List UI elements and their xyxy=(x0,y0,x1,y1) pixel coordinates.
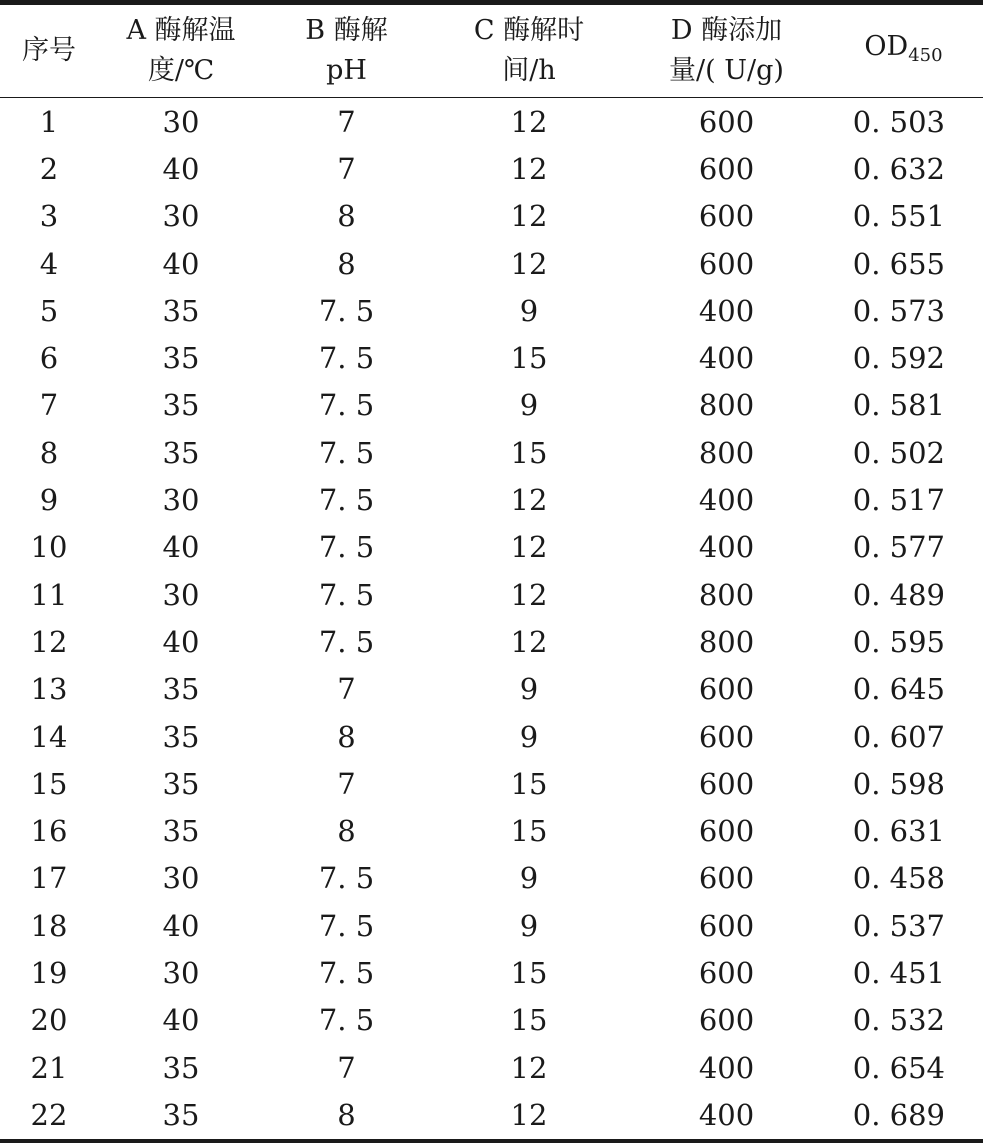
cell-od450: 0. 537 xyxy=(852,908,945,943)
table-row xyxy=(0,949,983,996)
cell-temperature: 40 xyxy=(162,151,200,186)
cell-ph: 7. 5 xyxy=(318,530,375,565)
cell-seq: 1 xyxy=(39,104,59,139)
cell-enzyme-dose: 800 xyxy=(698,435,755,470)
cell-ph: 8 xyxy=(337,1097,356,1132)
cell-enzyme-dose: 600 xyxy=(698,719,755,754)
cell-time: 12 xyxy=(510,530,548,565)
table-row xyxy=(0,902,983,949)
cell-seq: 11 xyxy=(30,577,68,612)
cell-time: 15 xyxy=(510,766,548,801)
cell-ph: 8 xyxy=(337,719,356,754)
table-row xyxy=(0,713,983,760)
cell-time: 15 xyxy=(510,435,548,470)
cell-ph: 7. 5 xyxy=(318,435,375,470)
cell-enzyme-dose: 400 xyxy=(698,483,755,518)
header-b-ph xyxy=(264,3,429,98)
header-od-main: OD xyxy=(864,30,909,62)
table-row xyxy=(0,524,983,571)
cell-time: 12 xyxy=(510,199,548,234)
cell-temperature: 30 xyxy=(162,483,200,518)
cell-temperature: 35 xyxy=(162,672,200,707)
cell-temperature: 35 xyxy=(162,388,200,423)
cell-enzyme-dose: 600 xyxy=(698,955,755,990)
cell-ph: 8 xyxy=(337,199,356,234)
header-d-line2: 量/( U/g) xyxy=(669,55,784,86)
cell-temperature: 30 xyxy=(162,104,200,139)
cell-enzyme-dose: 800 xyxy=(698,388,755,423)
cell-seq: 4 xyxy=(39,246,59,281)
cell-ph: 7. 5 xyxy=(318,388,375,423)
cell-temperature: 35 xyxy=(162,766,200,801)
cell-temperature: 40 xyxy=(162,246,200,281)
table-header xyxy=(0,3,983,98)
cell-seq: 6 xyxy=(39,341,59,376)
cell-time: 9 xyxy=(519,719,539,754)
cell-od450: 0. 592 xyxy=(852,341,945,376)
table-row xyxy=(0,429,983,476)
cell-od450: 0. 551 xyxy=(852,199,945,234)
cell-time: 15 xyxy=(510,814,548,849)
cell-temperature: 35 xyxy=(162,719,200,754)
cell-ph: 7. 5 xyxy=(318,341,375,376)
table-row xyxy=(0,855,983,902)
cell-seq: 22 xyxy=(30,1097,68,1132)
table-row xyxy=(0,382,983,429)
table-row xyxy=(0,98,983,146)
header-seq xyxy=(0,3,98,98)
table-row xyxy=(0,145,983,192)
cell-enzyme-dose: 400 xyxy=(698,1097,755,1132)
header-row xyxy=(0,3,983,98)
header-b-line2: pH xyxy=(326,55,367,86)
header-d-line1: D 酶添加 xyxy=(670,15,783,46)
cell-od450: 0. 489 xyxy=(852,577,945,612)
cell-od450: 0. 577 xyxy=(852,530,945,565)
cell-seq: 13 xyxy=(30,672,68,707)
cell-seq: 2 xyxy=(39,151,59,186)
cell-ph: 7. 5 xyxy=(318,861,375,896)
cell-time: 12 xyxy=(510,104,548,139)
cell-time: 9 xyxy=(519,388,539,423)
cell-ph: 7. 5 xyxy=(318,908,375,943)
cell-ph: 7. 5 xyxy=(318,624,375,659)
cell-time: 12 xyxy=(510,577,548,612)
cell-od450: 0. 451 xyxy=(852,955,945,990)
cell-time: 15 xyxy=(510,955,548,990)
cell-temperature: 30 xyxy=(162,199,200,234)
cell-temperature: 30 xyxy=(162,577,200,612)
table-row xyxy=(0,287,983,334)
cell-enzyme-dose: 600 xyxy=(698,908,755,943)
header-a-line2: 度/℃ xyxy=(147,55,215,86)
cell-temperature: 35 xyxy=(162,1050,200,1085)
table-row xyxy=(0,760,983,807)
cell-time: 15 xyxy=(510,1003,548,1038)
cell-time: 9 xyxy=(519,908,539,943)
cell-time: 12 xyxy=(510,483,548,518)
header-d-enzyme-dose xyxy=(629,3,824,98)
header-seq-label: 序号 xyxy=(22,35,76,66)
cell-ph: 7 xyxy=(337,672,356,707)
table-row xyxy=(0,334,983,381)
cell-od450: 0. 573 xyxy=(852,293,945,328)
table-row xyxy=(0,193,983,240)
cell-ph: 7. 5 xyxy=(318,577,375,612)
cell-od450: 0. 655 xyxy=(852,246,945,281)
cell-seq: 8 xyxy=(39,435,59,470)
cell-od450: 0. 517 xyxy=(852,483,945,518)
cell-time: 9 xyxy=(519,293,539,328)
cell-seq: 12 xyxy=(30,624,68,659)
cell-seq: 5 xyxy=(39,293,59,328)
cell-ph: 7. 5 xyxy=(318,293,375,328)
cell-enzyme-dose: 600 xyxy=(698,814,755,849)
table-row xyxy=(0,618,983,665)
cell-ph: 8 xyxy=(337,814,356,849)
cell-enzyme-dose: 600 xyxy=(698,104,755,139)
cell-seq: 10 xyxy=(30,530,68,565)
cell-od450: 0. 632 xyxy=(852,151,945,186)
cell-temperature: 40 xyxy=(162,908,200,943)
header-od-subscript: 450 xyxy=(908,44,943,66)
cell-od450: 0. 689 xyxy=(852,1097,945,1132)
cell-seq: 15 xyxy=(30,766,68,801)
cell-enzyme-dose: 600 xyxy=(698,766,755,801)
cell-time: 12 xyxy=(510,246,548,281)
table-row xyxy=(0,1091,983,1140)
cell-time: 12 xyxy=(510,624,548,659)
cell-enzyme-dose: 600 xyxy=(698,151,755,186)
cell-time: 12 xyxy=(510,1050,548,1085)
cell-temperature: 35 xyxy=(162,435,200,470)
cell-temperature: 40 xyxy=(162,624,200,659)
table-row xyxy=(0,997,983,1044)
cell-seq: 19 xyxy=(30,955,68,990)
cell-od450: 0. 502 xyxy=(852,435,945,470)
cell-temperature: 35 xyxy=(162,341,200,376)
cell-ph: 7. 5 xyxy=(318,1003,375,1038)
cell-enzyme-dose: 400 xyxy=(698,530,755,565)
cell-enzyme-dose: 600 xyxy=(698,861,755,896)
cell-temperature: 30 xyxy=(162,861,200,896)
cell-seq: 16 xyxy=(30,814,68,849)
cell-enzyme-dose: 600 xyxy=(698,246,755,281)
header-a-temperature xyxy=(98,3,264,98)
cell-time: 9 xyxy=(519,672,539,707)
table-row xyxy=(0,1044,983,1091)
cell-temperature: 40 xyxy=(162,1003,200,1038)
cell-ph: 7 xyxy=(337,151,356,186)
header-c-line1: C 酶解时 xyxy=(473,15,585,46)
cell-time: 12 xyxy=(510,1097,548,1132)
cell-seq: 21 xyxy=(30,1050,68,1085)
header-c-line2: 间/h xyxy=(502,55,556,86)
cell-od450: 0. 645 xyxy=(852,672,945,707)
cell-enzyme-dose: 600 xyxy=(698,199,755,234)
table-row xyxy=(0,807,983,854)
cell-ph: 7. 5 xyxy=(318,955,375,990)
cell-time: 9 xyxy=(519,861,539,896)
cell-seq: 3 xyxy=(39,199,59,234)
cell-temperature: 35 xyxy=(162,814,200,849)
cell-temperature: 30 xyxy=(162,955,200,990)
cell-time: 12 xyxy=(510,151,548,186)
cell-seq: 7 xyxy=(39,388,59,423)
cell-seq: 20 xyxy=(30,1003,68,1038)
header-a-line1: A 酶解温 xyxy=(126,15,236,46)
cell-temperature: 40 xyxy=(162,530,200,565)
header-b-line1: B 酶解 xyxy=(305,15,388,46)
cell-ph: 7 xyxy=(337,1050,356,1085)
cell-od450: 0. 654 xyxy=(852,1050,945,1085)
cell-od450: 0. 532 xyxy=(852,1003,945,1038)
cell-enzyme-dose: 800 xyxy=(698,624,755,659)
table-row xyxy=(0,666,983,713)
cell-enzyme-dose: 400 xyxy=(698,1050,755,1085)
cell-temperature: 35 xyxy=(162,1097,200,1132)
cell-od450: 0. 458 xyxy=(852,861,945,896)
cell-seq: 17 xyxy=(30,861,68,896)
table-row xyxy=(0,571,983,618)
cell-ph: 7. 5 xyxy=(318,483,375,518)
table-body xyxy=(0,98,983,1141)
cell-od450: 0. 598 xyxy=(852,766,945,801)
table-row xyxy=(0,240,983,287)
cell-enzyme-dose: 400 xyxy=(698,293,755,328)
cell-enzyme-dose: 800 xyxy=(698,577,755,612)
cell-od450: 0. 503 xyxy=(852,104,945,139)
cell-od450: 0. 581 xyxy=(852,388,945,423)
header-c-time xyxy=(429,3,629,98)
table-row xyxy=(0,476,983,523)
cell-time: 15 xyxy=(510,341,548,376)
cell-seq: 9 xyxy=(39,483,59,518)
header-od450 xyxy=(824,3,983,98)
cell-enzyme-dose: 600 xyxy=(698,672,755,707)
cell-seq: 18 xyxy=(30,908,68,943)
cell-od450: 0. 631 xyxy=(852,814,945,849)
cell-temperature: 35 xyxy=(162,293,200,328)
cell-enzyme-dose: 600 xyxy=(698,1003,755,1038)
cell-ph: 7 xyxy=(337,104,356,139)
cell-ph: 7 xyxy=(337,766,356,801)
cell-ph: 8 xyxy=(337,246,356,281)
cell-seq: 14 xyxy=(30,719,68,754)
cell-od450: 0. 607 xyxy=(852,719,945,754)
cell-od450: 0. 595 xyxy=(852,624,945,659)
cell-enzyme-dose: 400 xyxy=(698,341,755,376)
